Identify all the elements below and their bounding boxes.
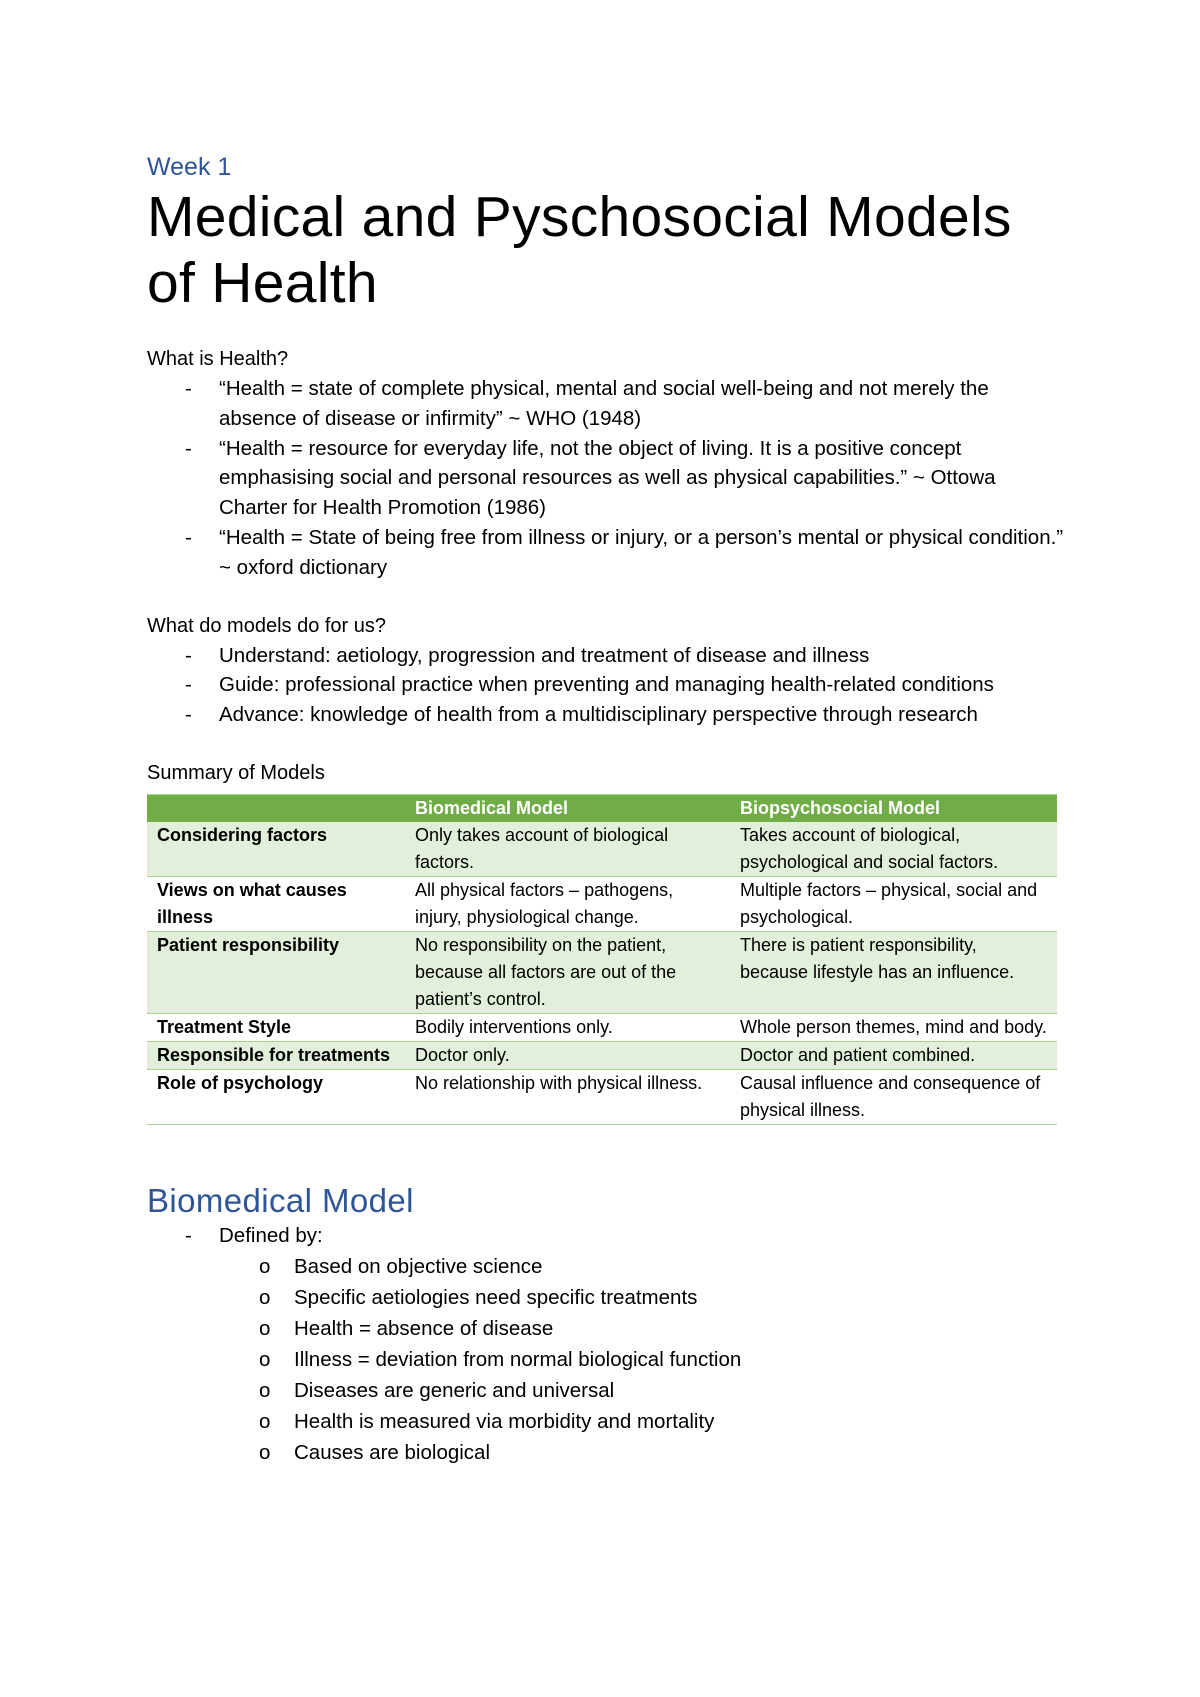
- list-item: - “Health = State of being free from illness or injury, or a person’s mental or physical condition.” ~ oxford dictionary: [147, 523, 1067, 583]
- table-header-cell: [147, 794, 405, 822]
- list-item: o Health = absence of disease: [147, 1313, 1067, 1344]
- row-heading: Responsible for treatments: [147, 1041, 405, 1069]
- table-header-cell: Biomedical Model: [405, 794, 730, 822]
- table-cell: Doctor and patient combined.: [730, 1041, 1057, 1069]
- health-question: What is Health?: [147, 348, 289, 370]
- table-cell: Bodily interventions only.: [405, 1013, 730, 1041]
- health-definitions-list: [147, 374, 1067, 583]
- table-header-cell: Biopsychosocial Model: [730, 794, 1057, 822]
- document-content: [147, 150, 1067, 1468]
- list-item: - “Health = state of complete physical, mental and social well-being and not merely the absence of disease or infirmity” ~ WHO (1948): [147, 374, 1067, 434]
- summary-table: [147, 794, 1057, 1125]
- page-title: Medical and Pyschosocial Models of Health: [147, 185, 1012, 315]
- biomedical-list: [147, 1221, 1067, 1251]
- table-row: [147, 1069, 1057, 1124]
- table-row: [147, 822, 1057, 877]
- table-header-row: [147, 794, 1057, 822]
- row-heading: Views on what causes illness: [147, 876, 405, 931]
- summary-label: Summary of Models: [147, 761, 325, 784]
- table-cell: There is patient responsibility, because lifestyle has an influence.: [730, 931, 1057, 1013]
- table-row: [147, 1013, 1057, 1041]
- models-question: What do models do for us?: [147, 614, 387, 637]
- list-item: - Defined by:: [147, 1221, 1067, 1251]
- row-heading: Role of psychology: [147, 1069, 405, 1124]
- table-cell: Whole person themes, mind and body.: [730, 1013, 1057, 1041]
- list-item: o Health is measured via morbidity and mortality: [147, 1406, 1067, 1437]
- table-cell: Causal influence and consequence of physical illness.: [730, 1069, 1057, 1124]
- list-item: - Understand: aetiology, progression and treatment of disease and illness: [147, 641, 1067, 671]
- list-item: o Diseases are generic and universal: [147, 1375, 1067, 1406]
- biomedical-heading: Biomedical Model: [147, 1181, 414, 1219]
- table-row: [147, 1041, 1057, 1069]
- list-item: o Based on objective science: [147, 1251, 1067, 1282]
- table-cell: Takes account of biological, psychological and social factors.: [730, 822, 1057, 877]
- table-cell: Only takes account of biological factors.: [405, 822, 730, 877]
- models-purpose-list: [147, 641, 1067, 730]
- row-heading: Patient responsibility: [147, 931, 405, 1013]
- table-cell: No responsibility on the patient, because all factors are out of the patient’s control.: [405, 931, 730, 1013]
- list-item: o Illness = deviation from normal biological function: [147, 1344, 1067, 1375]
- list-item: o Causes are biological: [147, 1437, 1067, 1468]
- list-item: - Advance: knowledge of health from a multidisciplinary perspective through research: [147, 700, 1067, 730]
- table-row: [147, 876, 1057, 931]
- table-cell: No relationship with physical illness.: [405, 1069, 730, 1124]
- row-heading: Treatment Style: [147, 1013, 405, 1041]
- biomedical-sublist: [147, 1251, 1067, 1468]
- list-item: - Guide: professional practice when preventing and managing health-related conditions: [147, 670, 1067, 700]
- list-item: - “Health = resource for everyday life, not the object of living. It is a positive concept emphasising social and personal resources as well as physical capabilities.” ~ Ottowa Charter for Health Promotion (1986): [147, 434, 1067, 523]
- week-subtitle: Week 1: [147, 153, 232, 181]
- list-item: o Specific aetiologies need specific treatments: [147, 1282, 1067, 1313]
- table-cell: All physical factors – pathogens, injury, physiological change.: [405, 876, 730, 931]
- table-row: [147, 931, 1057, 1013]
- table-cell: Doctor only.: [405, 1041, 730, 1069]
- row-heading: Considering factors: [147, 822, 405, 877]
- table-cell: Multiple factors – physical, social and psychological.: [730, 876, 1057, 931]
